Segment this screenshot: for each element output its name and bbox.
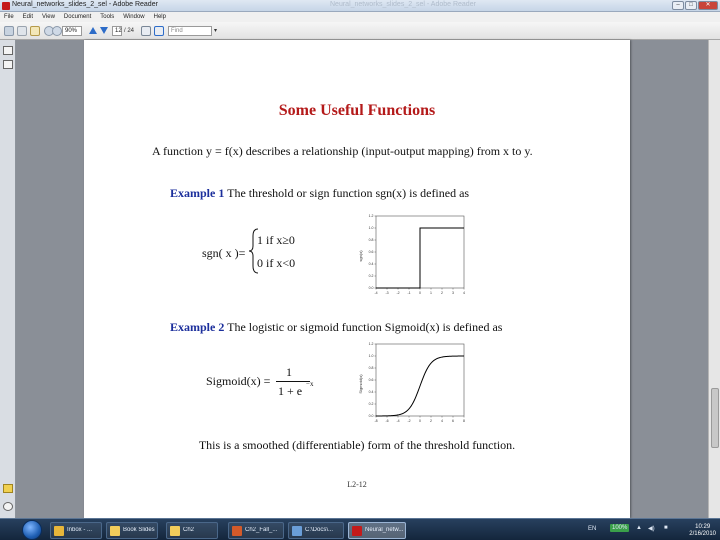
sgn-y-tick-label: 0.8 [368,238,374,243]
find-dropdown-icon[interactable]: ▾ [214,28,218,34]
sgn-x-tick-label: -1 [407,291,411,295]
zoom-in-icon[interactable] [52,26,62,36]
example1-text: The threshold or sign function sgn(x) is defined as [227,186,470,200]
task-folder-slides[interactable] [106,522,158,539]
example1 [170,186,469,201]
sgn-ylabel: sgn(x) [358,250,363,262]
attachment-icon[interactable] [3,502,13,511]
page-total: / 24 [124,28,135,34]
system-tray [582,522,720,539]
sgn-y-tick-label: 1.0 [368,226,374,231]
sgn-x-tick-label: 1 [430,291,432,295]
clock-time: 10:29 [695,524,711,530]
menu-help[interactable]: Help [153,14,166,20]
menu-tools[interactable]: Tools [100,14,115,20]
task-folder-ch2[interactable] [166,522,218,539]
sigmoid-x-tick-label: -4 [396,419,400,423]
task-outlook[interactable] [50,522,102,539]
taskbar [0,518,720,540]
find-input[interactable]: Find [168,26,212,36]
sgn-series-line [376,228,464,288]
page-number: L2-12 [347,480,367,489]
vertical-scrollbar[interactable] [708,40,720,518]
example2-label: Example 2 [170,320,225,334]
example2 [170,320,502,335]
task-powerpoint[interactable] [228,522,284,539]
language-indicator[interactable]: EN [588,526,597,532]
page-title: Some Useful Functions [278,102,436,119]
sgn-y-tick-label: 0.0 [368,286,374,291]
sgn-y-tick-label: 0.4 [368,262,374,267]
power-icon[interactable]: ■ [664,525,668,531]
scrollbar-thumb[interactable] [711,388,719,448]
sigmoid-y-tick-label: 0.4 [368,390,374,395]
sgn-x-tick-label: 2 [441,291,443,295]
sigmoid-ylabel: Sigmoid(x) [358,374,363,394]
page-number-field[interactable]: 12 [112,26,122,36]
battery-indicator[interactable]: 100% [612,525,628,531]
menu-document[interactable]: Document [63,14,92,20]
window-title-ghost: Neural_networks_slides_2_sel - Adobe Reader [330,1,476,8]
sigmoid-x-tick-label: 6 [452,419,454,423]
task-label: Ch2_Fall_... [245,527,278,533]
sigmoid-y-tick-label: 0.6 [368,378,374,383]
menu-edit[interactable]: Edit [22,14,34,20]
task-label: C:\Docs\... [305,527,334,533]
sgn-y-tick-label: 1.2 [368,214,374,219]
adobe-reader-icon [2,2,10,10]
adobe-reader-icon [352,526,362,536]
menu-bar [0,12,720,22]
fit-width-icon[interactable] [154,26,164,36]
sigmoid-x-tick-label: 4 [441,419,443,423]
sigmoid-lhs: Sigmoid(x) = [206,374,271,388]
sigmoid-y-tick-label: 1.0 [368,354,374,359]
sigmoid-exponent: −x [306,380,314,388]
intro-text: A function y = f(x) describes a relationship (input-output mapping) from x to y. [152,144,533,158]
sgn-x-tick-label: -2 [396,291,400,295]
sigmoid-numerator: 1 [286,365,292,379]
outlook-icon [54,526,64,536]
folder-icon [170,526,180,536]
email-icon[interactable] [30,26,40,36]
example2-text: The logistic or sigmoid function Sigmoid(x) is defined as [227,320,503,334]
sigmoid-x-tick-label: 8 [463,419,465,423]
sgn-y-tick-label: 0.6 [368,250,374,255]
task-label: Inbox - ... [67,527,93,533]
task-label: Book Slides [123,527,155,533]
fraction-bar [276,381,310,382]
sigmoid-x-tick-label: 2 [430,419,432,423]
powerpoint-icon [232,526,242,536]
minimize-button[interactable]: – [672,1,684,10]
sgn-x-tick-label: 0 [419,291,421,295]
folder-icon [110,526,120,536]
comment-icon[interactable] [3,484,13,493]
sigmoid-y-tick-label: 0.0 [368,414,374,419]
sgn-x-tick-label: -4 [374,291,378,295]
sgn-case-2: 0 if x<0 [257,256,296,270]
print-icon[interactable] [17,26,27,36]
clock[interactable] [689,524,716,538]
task-adobe-reader[interactable] [348,522,406,539]
menu-file[interactable]: File [4,14,14,20]
sgn-chart [354,210,474,302]
bookmarks-panel-icon[interactable] [3,60,13,69]
sigmoid-y-tick-label: 1.2 [368,342,374,347]
sigmoid-plot-frame [376,344,464,416]
sgn-x-tick-label: -3 [385,291,389,295]
conclusion-text: This is a smoothed (differentiable) form of the threshold function. [198,438,516,452]
pages-panel-icon[interactable] [3,46,13,55]
close-button[interactable]: ✕ [698,1,718,10]
sigmoid-series-line [376,356,464,416]
title-bar [0,0,720,12]
sgn-x-tick-label: 4 [463,291,465,295]
sigmoid-y-tick-label: 0.2 [368,402,374,407]
zoom-field[interactable]: 90% [62,26,82,36]
next-page-icon[interactable] [100,27,108,34]
window-title: Neural_networks_slides_2_sel - Adobe Reader [12,1,158,8]
network-icon[interactable]: ▲ [636,525,642,531]
sigmoid-x-tick-label: -6 [385,419,389,423]
sigmoid-x-tick-label: 0 [419,419,421,423]
example1-label: Example 1 [170,186,225,200]
previous-page-icon[interactable] [89,27,97,34]
explorer-icon [292,526,302,536]
sgn-lhs: sgn( x )= [202,246,246,260]
save-icon[interactable] [4,26,14,36]
sigmoid-denominator: 1 + e [278,384,303,398]
page-nav-icons [88,26,110,36]
menu-window[interactable]: Window [123,14,145,20]
start-button[interactable] [22,520,42,540]
sgn-case-1: 1 if x≥0 [257,233,295,247]
clock-date: 2/16/2010 [689,531,716,537]
document-page [84,40,630,518]
sgn-y-tick-label: 0.2 [368,274,374,279]
volume-icon[interactable]: ◀) [648,526,655,532]
sigmoid-x-tick-label: -8 [374,419,378,423]
toolbar [0,22,720,40]
task-label: Neural_netw... [365,527,404,533]
maximize-button[interactable]: □ [685,1,697,10]
menu-view[interactable]: View [42,14,55,20]
navigation-panel [0,40,16,518]
sigmoid-x-tick-label: -2 [407,419,411,423]
sigmoid-chart [354,338,474,430]
sigmoid-y-tick-label: 0.8 [368,366,374,371]
fit-page-icon[interactable] [141,26,151,36]
task-explorer[interactable] [288,522,344,539]
task-label: Ch2 [183,527,195,533]
sgn-x-tick-label: 3 [452,291,454,295]
